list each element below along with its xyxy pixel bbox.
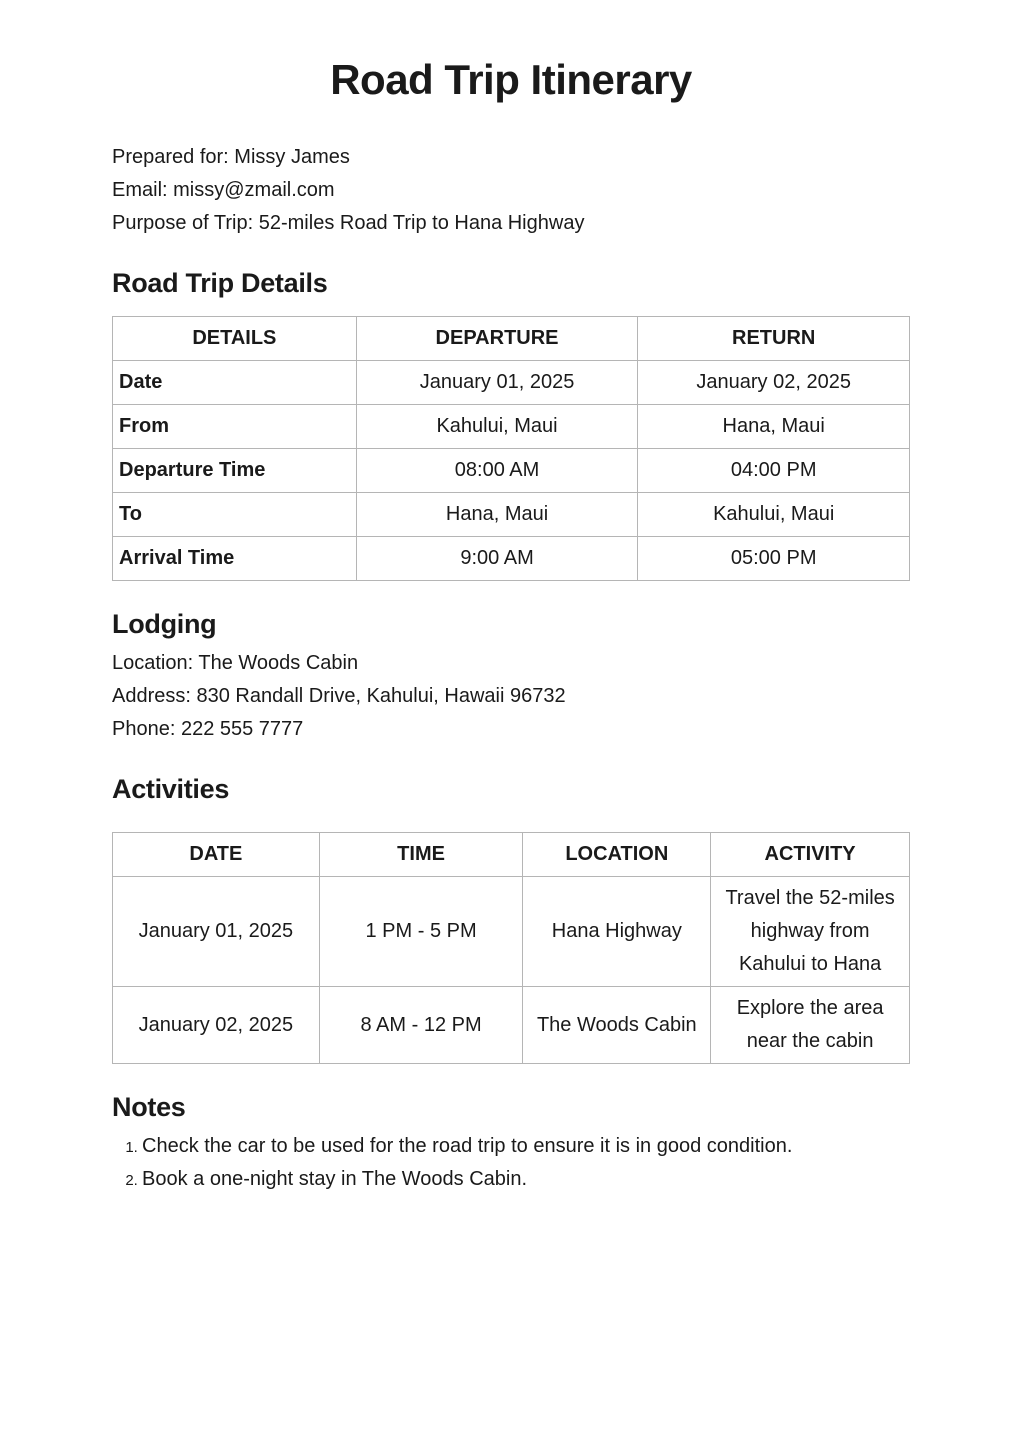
table-header-row [113, 317, 910, 361]
table-header-row [113, 833, 910, 877]
table-row [113, 877, 910, 987]
trip-info [112, 141, 584, 240]
row-label: Departure Time [113, 449, 357, 493]
departure-cell: 08:00 AM [356, 449, 638, 493]
list-item: 2. Book a one-night stay in The Woods Cabin. [142, 1163, 792, 1196]
return-cell: 04:00 PM [638, 449, 910, 493]
row-label: Arrival Time [113, 537, 357, 581]
column-header: ACTIVITY [711, 833, 910, 877]
column-header: TIME [319, 833, 523, 877]
table-row [113, 449, 910, 493]
return-cell: Kahului, Maui [638, 493, 910, 537]
lodging-phone: Phone: 222 555 7777 [112, 718, 304, 740]
table-row [113, 493, 910, 537]
row-label: Date [113, 361, 357, 405]
column-header: LOCATION [523, 833, 711, 877]
lodging-location: Location: The Woods Cabin [112, 652, 359, 674]
purpose: Purpose of Trip: 52-miles Road Trip to Hana Highway [112, 212, 585, 234]
road-trip-details-table [112, 316, 910, 581]
table-row [113, 405, 910, 449]
activity-cell: Travel the 52-miles highway from Kahului to Hana [711, 877, 910, 987]
date-cell: January 02, 2025 [113, 987, 320, 1064]
table-row [113, 537, 910, 581]
lodging-info [112, 647, 566, 746]
departure-cell: January 01, 2025 [356, 361, 638, 405]
location-cell: The Woods Cabin [523, 987, 711, 1064]
table-row [113, 987, 910, 1064]
time-cell: 1 PM - 5 PM [319, 877, 523, 987]
notes-heading: Notes [112, 1092, 186, 1122]
row-label: To [113, 493, 357, 537]
page-title: Road Trip Itinerary [330, 56, 692, 103]
location-cell: Hana Highway [523, 877, 711, 987]
lodging-address: Address: 830 Randall Drive, Kahului, Hawaii 96732 [112, 685, 566, 707]
departure-cell: 9:00 AM [356, 537, 638, 581]
date-cell: January 01, 2025 [113, 877, 320, 987]
return-cell: January 02, 2025 [638, 361, 910, 405]
email: Email: missy@zmail.com [112, 179, 335, 201]
column-header: DATE [113, 833, 320, 877]
list-item: 1. Check the car to be used for the road trip to ensure it is in good condition. [142, 1130, 792, 1163]
activity-cell: Explore the area near the cabin [711, 987, 910, 1064]
time-cell: 8 AM - 12 PM [319, 987, 523, 1064]
return-cell: Hana, Maui [638, 405, 910, 449]
row-label: From [113, 405, 357, 449]
lodging-heading: Lodging [112, 609, 217, 639]
departure-cell: Kahului, Maui [356, 405, 638, 449]
return-cell: 05:00 PM [638, 537, 910, 581]
notes-list [112, 1130, 792, 1196]
column-header: DEPARTURE [356, 317, 638, 361]
activities-heading: Activities [112, 774, 230, 804]
departure-cell: Hana, Maui [356, 493, 638, 537]
column-header: DETAILS [113, 317, 357, 361]
details-heading: Road Trip Details [112, 268, 328, 298]
table-row [113, 361, 910, 405]
prepared-for: Prepared for: Missy James [112, 146, 350, 168]
column-header: RETURN [638, 317, 910, 361]
activities-table [112, 832, 910, 1064]
